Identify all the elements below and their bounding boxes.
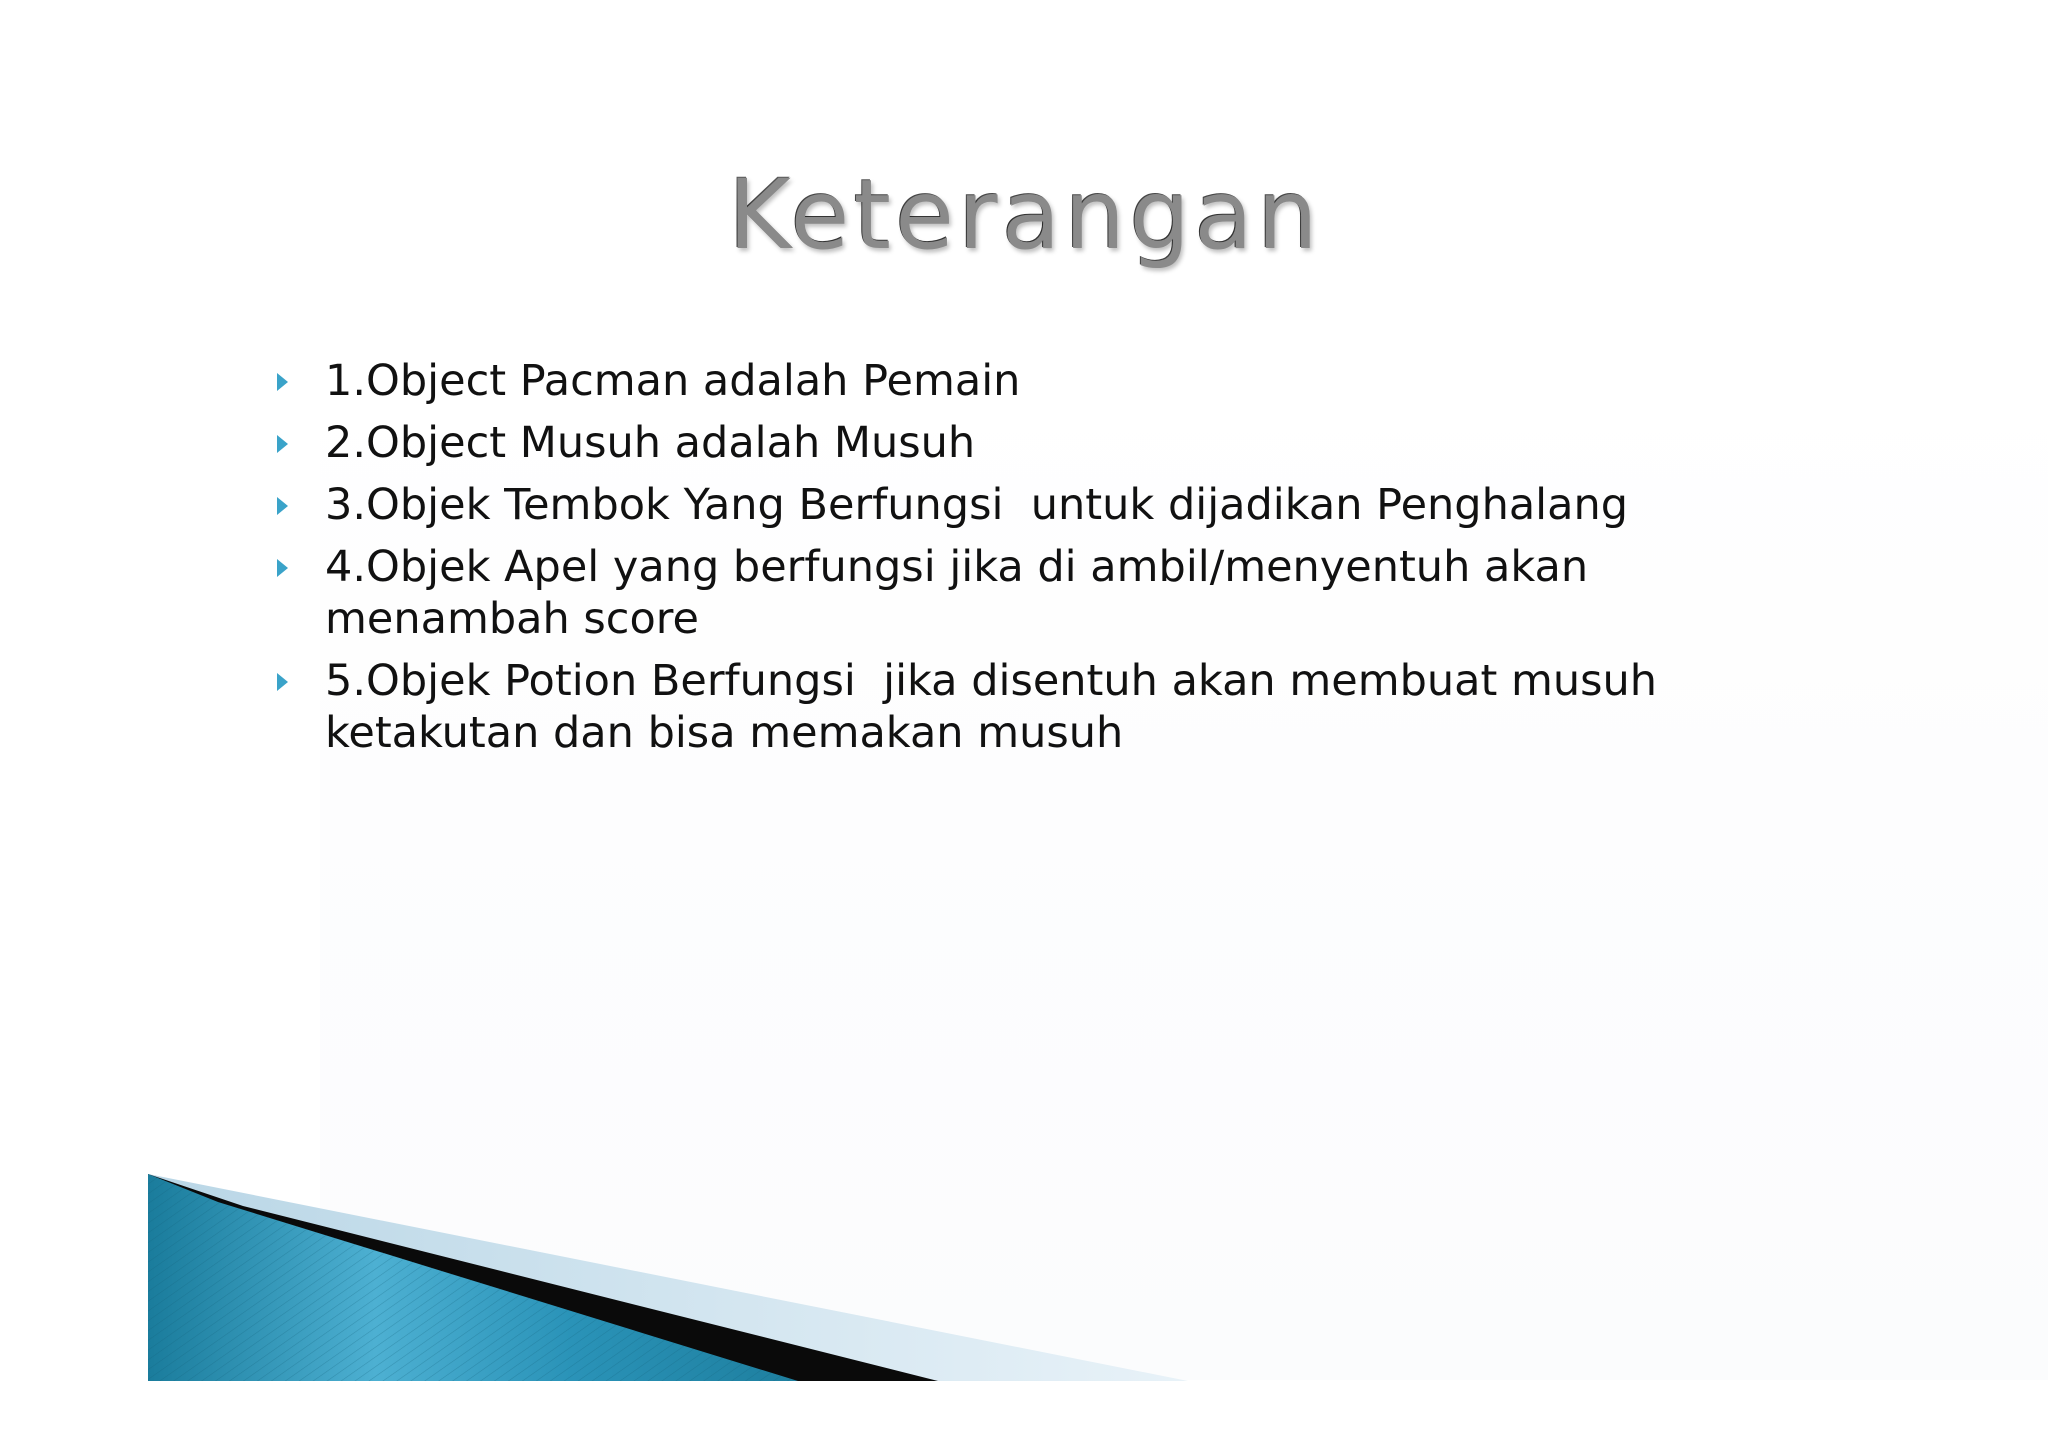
bullet-text: 4.Objek Apel yang berfungsi jika di ambil/menyentuh akan menambah score	[325, 542, 1602, 644]
triangle-right-icon	[277, 559, 288, 577]
bullet-list	[272, 355, 1692, 769]
slide-title: Keterangan	[0, 158, 2048, 270]
list-item	[272, 479, 1692, 531]
bullet-text: 3.Objek Tembok Yang Berfungsi untuk dijadikan Penghalang	[325, 480, 1629, 530]
triangle-right-icon	[277, 497, 288, 515]
triangle-right-icon	[277, 435, 288, 453]
list-item	[272, 417, 1692, 469]
list-item	[272, 541, 1692, 645]
triangle-right-icon	[277, 373, 288, 391]
list-item	[272, 655, 1692, 759]
triangle-right-icon	[277, 673, 288, 691]
list-item	[272, 355, 1692, 407]
corner-decoration	[148, 1174, 1188, 1381]
bullet-text: 5.Objek Potion Berfungsi jika disentuh akan membuat musuh ketakutan dan bisa memakan musuh	[325, 656, 1671, 758]
bullet-text: 2.Object Musuh adalah Musuh	[325, 418, 976, 468]
bullet-text: 1.Object Pacman adalah Pemain	[325, 356, 1021, 406]
